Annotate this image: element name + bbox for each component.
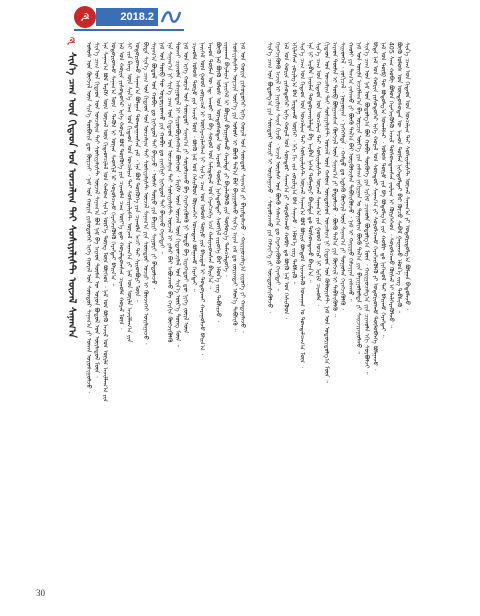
text-column: ᠪᠦᠬᠦ ᠤᠯᠤᠰ ᠤᠨ ᠦᠨᠳᠦᠰᠦᠲᠡᠨ ᠦ ᠠᠷᠠᠳ ᠲᠦᠮᠡᠨ ᠨᠢᠭᠡᠳᠦᠯᠲᠡᠢ ᠪᠡᠷ ᠬᠦᠴᠦ ᠰᠠᠪᠠᠯ ᠭᠠᠷᠭᠠᠵᠤ ᠡᠮᠦᠨ᠎ᠡ ᠵᠢᠭ ᠳᠡᠪᠰᠢᠬᠦ ᠃: [395, 42, 403, 314]
header-divider: [74, 29, 184, 31]
text-column: ᠡᠨᠡ ᠰᠠᠨᠠᠭ᠎ᠠ ᠪᠣᠯ ᠮᠠᠷᠺᠰ ᠦᠨ ᠦᠵᠡᠯ ᠦᠨ ᠬᠢᠲᠠᠳᠴᠢᠯᠠᠯ ᠤᠨ ᠬᠠᠮᠤᠭ ᠰᠢᠨ᠎ᠡ ᠦᠷ᠎ᠡ ᠳᠦᠩ ᠮᠥᠨ ᠪᠥᠭᠡᠳ ᠂ ᠨᠠᠮ ᠤᠨ ᠪᠦᠬᠦ ᠠᠵᠢᠯ ᠤᠨ ᠦᠢᠯᠡ ᠠᠵᠢᠯᠯᠠᠭ᠎ᠠ ᠶᠢᠨ: [101, 42, 109, 403]
hammer-sickle-icon: ☭: [66, 35, 76, 48]
text-column: ᠰᠢᠨ᠎ᠡ ᠴᠠᠭ ᠤᠨ ᠬᠢᠲᠠᠳ ᠤᠨ ᠣᠨᠴᠠᠯᠢᠭ ᠲᠠᠢ ᠰᠣᠰᠢᠶᠠᠯᠢᠰᠲ ᠦᠵᠡᠯ ᠰᠠᠨᠠᠭ᠎ᠠ ᠶᠢᠨ ᠭᠣᠣᠯ ᠤᠴᠢᠷ ᠨᠢ ᠡᠷᠬᠢᠮ ᠴᠢᠬᠤᠯᠠ ᠂: [314, 42, 322, 306]
text-column: ᠡᠬᠢᠯᠡᠭᠰᠡᠨ ᠵᠣᠷᠢᠯᠭ᠎ᠠ ᠪᠠᠨ ᠮᠠᠷᠲᠠᠬᠤ ᠦᠭᠡᠢ ᠂ ᠡᠬᠢ ᠬᠢ ᠵᠢᠨ ᠵᠣᠷᠢᠯᠭ᠎ᠠ ᠪᠠᠨ ᠰᠠᠨᠠᠵᠤ ᠂ ᠡᠮᠦᠨ᠎ᠡ ᠵᠢᠭ ᠳᠡᠪᠰᠢᠬᠦ ᠃: [290, 42, 298, 285]
text-column: ᠬᠡᠷᠡᠭᠵᠢᠭᠦᠯᠬᠦ ᠠᠵᠢᠯ ᠢ ᠨᠠᠷᠢᠯᠢᠭ ᠰᠠᠢᠨ ᠬᠢᠵᠦ ᠂ ᠠᠵᠢᠯ ᠦᠢᠯᠡᠰ ᠤᠨ ᠪᠦᠬᠦ ᠰᠠᠯᠠᠭ᠎ᠠ ᠳᠤ ᠬᠡᠷᠡᠭᠵᠢᠭᠦᠯᠬᠦ ᠬᠡᠷᠡᠭᠲᠡᠢ ᠃: [274, 42, 282, 292]
text-column: ᠨᠠᠮ ᠤᠨ ᠦᠢᠯᠡ ᠠᠵᠢᠯᠯᠠᠭ᠎ᠠ ᠪᠠ ᠣᠷᠴᠢᠨ ᠦᠶ᠎ᠡ ᠶᠢᠨ ᠵᠠᠰᠠᠭ ᠵᠠᠬᠢᠷᠭᠠᠨ ᠤ ᠲᠤᠭᠤᠯᠢᠭ ᠪᠦᠬᠦ ᠲᠠᠯ᠎ᠠ ᠶᠢᠨ ᠪᠠᠶᠢᠭᠤᠯᠤᠯᠲᠠ ᠶᠢ ᠰᠠᠢᠵᠢᠷᠠᠭᠤᠯᠬᠤ ᠃: [355, 42, 363, 355]
text-column: ᠰᠢᠨᠡᠳᠬᠡᠯ ᠂ ᠵᠣᠬᠢᠴᠠᠯ ᠂ ᠨᠣᠭᠤᠭᠠᠨ ᠂ ᠨᠡᠭᠡᠭᠡᠯᠲᠡ ᠂ ᠬᠠᠮᠲᠤ ᠳᠤ ᠡᠳ᠋ᠯᠡᠬᠦ ᠬᠥᠭᠵᠢᠯ ᠦᠨ ᠰᠠᠨᠠᠭ᠎ᠠ ᠶᠢ ᠲᠤᠭᠤᠯᠠᠨ ᠬᠡᠷᠡᠭᠵᠢᠭᠦᠯᠬᠦ ᠂: [338, 42, 346, 310]
text-column: ᠡᠨᠡ ᠰᠠᠨᠠᠭ᠎ᠠ ᠨᠢ ᠰᠢᠨ᠎ᠡ ᠴᠠᠭ ᠤᠨ ᠬᠢᠲᠠᠳ ᠤᠨ ᠣᠨᠴᠠᠯᠢᠭ ᠲᠠᠢ ᠰᠣᠰᠢᠶᠠᠯᠢᠰᠲ ᠦᠵᠡᠯ ᠢ ᠶᠠᠮᠠᠷ ᠪᠠᠷ ᠠᠪᠤᠴᠠᠬᠤ ᠪᠠ ᠬᠡᠷᠬᠢᠨ ᠬᠥᠭᠵᠢᠭᠦᠯᠬᠦ: [166, 42, 174, 343]
text-column: ᠨᠠᠮ ᠤᠨ ᠬᠣᠷᠢᠨ ᠶᠢᠰᠦᠳᠦᠭᠡᠷ ᠢᠬᠡ ᠬᠤᠷᠠᠯ ᠤᠨ ᠰᠦᠨᠳᠦᠷ ᠰᠠᠨᠠᠭ᠎ᠠ ᠶᠢ ᠰᠤᠷᠤᠯᠴᠠᠬᠤ ᠬᠤᠪᠢ ᠳᠤ ᠪᠦᠬᠦ ᠨᠠᠮ ᠤᠨ ᠭᠡᠰᠢᠭᠦᠳ ᠂: [282, 42, 290, 320]
text-column: ᠠᠷᠠᠳ ᠲᠦᠮᠡᠨ ᠢ ᠲᠥᠪ ᠪᠣᠯᠭᠠᠭᠰᠠᠨ ᠬᠥᠭᠵᠢᠯ ᠦᠨ ᠰᠠᠨᠠᠭ᠎ᠠ ᠶᠢ ᠪᠠᠲᠤᠯᠠᠵᠤ ᠂ ᠪᠦᠬᠦ ᠲᠠᠯ᠎ᠠ ᠶᠢᠨ ᠬᠥᠭᠵᠢᠯ ᠢ ᠳᠡᠪᠰᠢᠭᠦᠯᠬᠦ ᠃: [330, 42, 338, 318]
text-column: ᠲᠤᠬᠠᠢ ᠴᠢᠬᠤᠯᠠ ᠠᠰᠠᠭᠤᠳᠠᠯ ᠢ ᠰᠢᠢᠳᠪᠦᠷᠢᠯᠡᠭᠰᠡᠨ ᠪᠥᠭᠡᠳ ᠂ ᠮᠠᠷᠺᠰ ᠦᠨ ᠦᠵᠡᠯ ᠦᠨ ᠬᠢᠲᠠᠳᠴᠢᠯᠠᠯ ᠤᠨ ᠰᠢᠨ᠎ᠡ ᠦᠷ᠎ᠡ ᠳᠦᠩ ᠮᠥᠨ ᠃: [174, 42, 182, 348]
text-column: ᠪᠦᠬᠦ ᠨᠠᠮ ᠪᠦᠬᠦ ᠤᠯᠤᠰ ᠤᠨ ᠦᠨᠳᠦᠰᠦᠲᠡᠨ ᠦ ᠠᠷᠠᠳ ᠲᠦᠮᠡᠨ ᠨᠢᠭᠡᠳᠦᠯᠲᠡᠢ ᠰᠡᠳᠬᠢᠯ ᠵᠢᠷᠦᠬᠡ ᠪᠡᠷ ᠡᠮᠦᠨ᠎ᠡ ᠵᠢᠭ ᠳᠡᠪᠰᠢᠵᠦ ᠂: [214, 42, 222, 322]
page-number: 30: [36, 588, 45, 598]
text-column: ᠰᠢᠨ᠎ᠡ ᠴᠠᠭ ᠤᠨ ᠨᠠᠮ ᠤᠨ ᠪᠣᠳᠤᠯᠭ᠎ᠠ ᠪᠣᠯ ᠬᠤᠪᠢ ᠲᠦᠭᠦᠬᠡ ᠶᠢᠨ ᠡᠷᠬᠢᠮ ᠴᠢᠬᠤᠯᠠ ᠪᠣᠳᠤᠯᠭ᠎ᠠ ᠮᠥᠨ ᠂ ᠬᠠᠷᠢᠭᠤᠴᠠᠯᠭ᠎ᠠ ᠶᠢᠨ ᠴᠢᠬᠤᠯᠠ ᠡᠬᠢ ᠰᠤᠷᠪᠤᠯᠵᠢ ᠃: [363, 42, 371, 375]
text-column: ᠰᠢᠨ᠎ᠡ ᠴᠠᠭ ᠤᠨ ᠪᠣᠳᠤᠯᠭ᠎ᠠ ᠶᠢᠨ ᠰᠦᠨᠳᠦᠷ ᠤᠴᠢᠷ ᠢ ᠣᠢᠯᠠᠭᠠᠵᠤ ᠂ ᠰᠤᠷᠤᠯᠴᠠᠬᠤ ᠶᠢᠨ ᠬᠡᠮᠵᠢᠶ᠎ᠡ ᠶᠢ ᠥᠨᠳᠥᠷᠰᠢᠭᠦᠯᠵᠦ ᠂: [266, 42, 274, 313]
party-emblem-icon: ☭: [74, 6, 96, 28]
article-title-column: [62, 36, 80, 436]
text-column: ᠴᠢᠬᠤᠯᠠ ᠤᠯᠤᠰ ᠲᠥᠷᠦ ᠶᠢᠨ ᠠᠵᠢᠯ ᠮᠥᠨ ᠂ ᠪᠦᠬᠦ ᠨᠠᠮ ᠤᠨ ᠭᠡᠰᠢᠭᠦᠳ ᠭᠦᠨᠵᠡᠭᠡᠢ ᠤᠬᠠᠳᠠᠭ ᠪᠣᠯᠭᠠᠬᠤ ᠬᠡᠷᠡᠭᠲᠡᠢ ᠃: [190, 42, 198, 292]
text-column: ᠰᠢ ᠵᠢᠨ ᠫᠢᠩ ᠦᠨ ᠰᠢᠨ᠎ᠡ ᠴᠠᠭ ᠤᠨ ᠬᠢᠲᠠᠳ ᠤᠨ ᠣᠨᠴᠠᠯᠢᠭ ᠲᠠᠢ ᠰᠣᠰᠢᠶᠠᠯᠢᠰᠲ ᠦᠵᠡᠯ ᠰᠠᠨᠠᠭ᠎ᠠ ᠶᠢ ᠨᠠᠮ ᠤᠨ ᠦᠢᠯᠡ ᠠᠵᠢᠯᠯᠠᠭ᠎ᠠ ᠶᠢᠨ: [125, 42, 133, 343]
magazine-mark-icon: [160, 8, 182, 26]
text-column: ᠨᠠᠮ ᠤᠨ ᠲᠥᠪ ᠲᠦ ᠪᠣᠳᠤᠯᠭ᠎ᠠ ᠤᠬᠠᠮᠰᠠᠷ ᠂ ᠤᠯᠤᠰ ᠲᠥᠷᠦ ᠶᠢᠨ ᠪᠠ ᠪᠣᠳᠤᠯᠭ᠎ᠠ ᠶᠢᠨ ᠬᠤᠪᠢ ᠳᠤ ᠨᠢᠭᠡᠳᠦᠯ ᠲᠠᠢ ᠪᠠᠢᠬᠤ ᠬᠡᠷᠡᠭᠲᠡᠢ ᠃: [379, 42, 387, 338]
text-column: ᠤᠳᠤᠷᠢᠳᠬᠤ ᠰᠠᠨᠠᠭ᠎ᠠ ᠪᠣᠯᠭᠠᠨ ᠲᠣᠭᠲᠠᠭᠠᠭᠰᠠᠨ ᠶᠠᠮ ᠂ ᠡᠨᠡ ᠪᠣᠯ ᠲᠦᠭᠦᠬᠡ ᠶᠢᠨ ᠴᠢᠬᠤᠯᠠ ᠠᠴᠢ ᠲᠠᠢ ᠰᠢᠢᠳᠪᠦᠷᠢ ᠮᠥᠨ ᠃: [133, 42, 141, 303]
text-column: ᠨᠠᠮ ᠤᠨ ᠢᠬᠡ ᠬᠤᠷᠠᠯ ᠤᠨ ᠰᠦᠨᠳᠦᠷ ᠰᠠᠨᠠᠭ᠎ᠠ ᠶᠢ ᠰᠤᠷᠤᠯᠴᠠᠬᠤ ᠪᠠ ᠬᠡᠷᠡᠭᠵᠢᠭᠦᠯᠬᠦ ᠨᠢ ᠣᠳᠣ ᠪᠠ ᠢᠷᠡᠭᠡᠳᠦᠢ ᠳᠦ ᠨᠢᠭᠡ ᠵᠦᠢᠯ ᠦᠨ: [182, 42, 190, 334]
text-column: ᠪᠢᠳᠡ ᠨᠠᠮ ᠤᠨ ᠬᠣᠷᠢᠨ ᠶᠢᠰᠦᠳᠦᠭᠡᠷ ᠢᠬᠡ ᠬᠤᠷᠠᠯ ᠤᠨ ᠰᠦᠨᠳᠦᠷ ᠰᠠᠨᠠᠭ᠎ᠠ ᠶᠢ ᠰᠤᠷᠤᠯᠴᠠᠬᠤ ᠬᠡᠷᠡᠭᠵᠢᠭᠦᠯᠬᠦ ᠶᠢ ᠤᠳᠤᠷᠢᠳᠬᠤ ᠲᠥᠯᠥᠪᠯᠡᠭᠡ ᠪᠣᠯᠭᠠᠵᠤ ᠂: [371, 42, 379, 371]
left-text-block: [84, 42, 260, 577]
text-column: ᠠᠷᠠᠳ ᠲᠦᠮᠡᠨ ᠦ ᠡᠳ᠋ ᠠᠬᠤᠢ ᠶᠢᠨ ᠪᠠ ᠰᠣᠶᠤᠯ ᠤᠨ ᠠᠮᠢᠳᠤᠷᠠᠯ ᠤᠨ ᠬᠡᠷᠡᠭᠴᠡᠭᠡ ᠡᠴᠡ ᠬᠠᠮᠢᠶᠠᠷᠤᠭᠰᠠᠨ ᠪᠠᠢᠨ᠎ᠠ ᠃: [206, 42, 214, 290]
text-column: ᠰᠢᠨ᠎ᠡ ᠴᠠᠭ ᠤᠨ ᠬᠢᠲᠠᠳ ᠤᠨ ᠣᠨᠴᠠᠯᠢᠭ ᠲᠠᠢ ᠰᠣᠰᠢᠶᠠᠯᠢᠰᠲ ᠦᠵᠡᠯ ᠰᠠᠨᠠᠭ᠎ᠠ ᠪᠣᠯ ᠪᠦᠷᠢᠨ ᠪᠦᠲᠦᠨ ᠰᠢᠨᠵᠢᠯᠡᠬᠦ ᠤᠬᠠᠭᠠᠨ ᠤ ᠲᠣᠭᠲᠠᠯᠴᠠᠭ᠎ᠠ ᠮᠥᠨ ᠂: [298, 42, 306, 368]
text-column: ᠨᠠᠮ ᠤᠨ ᠬᠣᠷᠢᠨ ᠶᠢᠰᠦᠳᠦᠭᠡᠷ ᠢᠬᠡ ᠬᠤᠷᠠᠯ ᠤᠨ ᠰᠦᠨᠳᠦᠷ ᠰᠠᠨᠠᠭ᠎ᠠ ᠶᠢ ᠪᠠᠷᠢᠮᠲᠠᠯᠠᠵᠤ ᠂ ᠬᠠᠷᠢᠭᠤᠴᠠᠯᠭ᠎ᠠ ᠵᠢᠷᠦᠬᠡ ᠶᠢ ᠬᠠᠳᠠᠭᠠᠯᠠᠵᠤ ᠂: [238, 42, 246, 333]
text-column: ᠬᠠᠤᠯᠢ ᠶᠢᠨ ᠳᠠᠭ᠎ᠠ ᠵᠠᠰᠠᠬᠤ ᠶᠢ ᠪᠦᠬᠦ ᠲᠠᠯ᠎ᠠ ᠪᠡᠷ ᠦᠷᠭᠦᠯᠵᠢᠯᠡᠨ ᠳᠡᠪᠰᠢᠭᠦᠯᠵᠦ ᠂ ᠨᠠᠮ ᠢ ᠬᠠᠷᠢᠭᠤ ᠬᠡᠮᠵᠢᠶᠡᠨ ᠵᠠᠰᠠᠬᠤ ᠃: [347, 42, 355, 302]
text-column: 405 ᠰᠠᠭ ᠬᠤᠪᠢ ᠪᠣᠯᠤᠨ ᠬᠡᠷᠡᠭᠵᠢᠭᠦᠯᠬᠦ ᠠᠵᠢᠯ ᠲᠤᠰᠤᠭᠳᠠᠭᠰᠠᠨ ᠵᠠᠷᠯᠢᠭ ᠢ ᠬᠦᠷᠭᠡᠭᠡᠳ ᠂ ᠰᠤᠷᠤᠯᠴᠠᠬᠤ ᠬᠦᠰᠡᠯ ᠢ ᠲᠡᠯᠭᠡᠷᠡᠭᠦᠯᠵᠦ ᠃: [387, 42, 395, 329]
text-column: ᠰᠢᠨ᠎ᠡ ᠴᠠᠭ ᠤᠨ ᠬᠢᠲᠠᠳ ᠤᠨ ᠣᠨᠴᠠᠯᠢᠭ ᠲᠠᠢ ᠰᠣᠰᠢᠶᠠᠯᠢᠰᠲ ᠦᠵᠡᠯ ᠰᠠᠨᠠᠭ᠎ᠠ ᠪᠣᠯ ᠨᠠᠮ ᠪᠠ ᠠᠷᠠᠳ ᠲᠦᠮᠡᠨ ᠦ ᠣᠶᠤᠨ ᠪᠣᠳᠤᠯ ᠤᠨ ᠦᠢᠯᠡᠳᠦᠯ ᠮᠥᠨ ᠂: [93, 42, 101, 378]
text-column: ᠪᠢᠳᠡ ᠰᠢᠨ᠎ᠡ ᠴᠠᠭ ᠤᠨ ᠬᠢᠲᠠᠳ ᠤᠨ ᠣᠨᠴᠠᠯᠢᠭ ᠲᠠᠢ ᠰᠣᠰᠢᠶᠠᠯᠢᠰᠲ ᠦᠵᠡᠯ ᠰᠠᠨᠠᠭ᠎ᠠ ᠶᠢᠨ ᠰᠦᠨᠳᠦᠷ ᠤᠴᠢᠷ ᠢ ᠭᠦᠨᠵᠡᠭᠡᠢ ᠣᠢᠯᠠᠭᠠᠵᠤ ᠂: [141, 42, 149, 345]
right-text-block: [265, 42, 425, 577]
text-column: ᠵᠢᠭᠠᠬᠠᠨ ᠪᠠᠶᠠᠯᠢᠭ ᠨᠡᠶᠢᠭᠡᠮ ᠢ ᠪᠦᠷᠢᠨ ᠪᠠᠶᠢᠭᠤᠯᠬᠤ ᠬᠠᠷᠠᠯᠲᠠ ᠶᠢ ᠪᠡᠶᠡᠯᠡᠭᠦᠯᠬᠦ ᠶᠢᠨ ᠲᠥᠯᠥᠭ᠎ᠡ ᠲᠡᠮᠡᠴᠡᠯᠳᠦᠭᠡ ᠂: [222, 42, 230, 277]
text-column: ᠨᠠᠮ ᠤᠨ ᠬᠣᠷᠢᠨ ᠶᠢᠰᠦᠳᠦᠭᠡᠷ ᠢᠬᠡ ᠬᠤᠷᠠᠯ ᠪᠣᠯ ᠲᠦᠭᠦᠬᠡ ᠶᠢᠨ ᠴᠢᠬᠤᠯᠠ ᠴᠠᠭ ᠦᠶ᠎ᠡ ᠳᠦ ᠬᠤᠷᠠᠯᠳᠤᠭᠰᠠᠨ ᠴᠢᠬᠤᠯᠠ ᠬᠤᠷᠠᠯ ᠮᠥᠨ ᠂: [117, 42, 125, 330]
issue-label: 2018.2: [96, 8, 158, 26]
text-column: ᠨᠡᠢᠭᠡᠮ ᠦᠨ ᠭᠣᠣᠯ ᠵᠥᠷᠢᠴᠡᠯ ᠢ ᠥᠭᠡᠷᠡᠴᠢᠯᠡᠭᠰᠡᠨ ᠨᠢ ᠰᠢᠨ᠎ᠡ ᠴᠠᠭ ᠤᠨ ᠤᠯᠤᠰ ᠲᠥᠷᠦ ᠶᠢᠨ ᠪᠠᠢᠳᠠᠯ ᠢ ᠲᠣᠳᠤᠷᠬᠠᠢ ᠬᠠᠷᠠᠭᠤᠯᠵᠤ ᠪᠠᠢᠨ᠎ᠠ ᠂: [198, 42, 206, 356]
text-column: ᠨᠠᠮ ᠤᠨ ᠲᠥᠪ ᠲᠦ ᠤᠳᠤᠷᠢᠳᠬᠤ ᠶᠢᠨ ᠬᠤᠪᠢ ᠳᠤ ᠵᠢᠩᠬᠢᠨᠢ ᠨᠢᠭᠡᠳᠦᠯ ᠲᠠᠢ ᠪᠠᠢᠬᠤ ᠬᠡᠷᠡᠭᠲᠡᠢ ᠃: [157, 42, 165, 255]
text-column: ᠤᠯᠤᠰ ᠤᠨ ᠬᠥᠭᠵᠢᠯ ᠦᠨ ᠰᠢᠨ᠎ᠡ ᠲᠦᠪᠰᠢᠨ ᠳᠦ ᠬᠦᠷᠴᠡᠢ ᠂ ᠨᠠᠮ ᠤᠨ ᠬᠣᠷᠢᠨ ᠶᠢᠰᠦᠳᠦᠭᠡᠷ ᠢᠬᠡ ᠬᠤᠷᠠᠯ ᠤᠨ ᠰᠦᠨᠳᠦᠷ ᠰᠠᠨᠠᠭ᠎ᠠ ᠶᠢ ᠤᠬᠠᠨ ᠤᠷᠤᠰᠢᠭᠤᠯᠵᠤ ᠂: [85, 42, 93, 394]
text-column: ᠬᠢᠲᠠᠳ ᠤᠨ ᠣᠨᠴᠠᠯᠢᠭ ᠲᠠᠢ ᠰᠣᠰᠢᠶᠠᠯᠢᠰᠲ ᠦᠵᠡᠯ ᠦᠨ ᠬᠠᠮᠤᠭ ᠦᠨᠳᠦᠰᠦᠨ ᠣᠨᠴᠠᠯᠢᠭ ᠨᠢ ᠬᠢᠲᠠᠳ ᠤᠨ ᠺᠣᠮᠮᠦᠨᠢᠰᠲ ᠨᠠᠮ ᠤᠨ ᠤᠳᠤᠷᠢᠳᠤᠯᠭ᠎ᠠ ᠮᠥᠨ ᠃: [322, 42, 330, 384]
text-column: ᠡᠨᠡ ᠨᠢ ᠠᠷᠪᠠᠨ ᠨᠠᠢᠮᠠᠨ ᠲᠣᠳᠤᠷᠬᠠᠢᠯᠠᠯᠲᠠ ᠪᠠ ᠠᠷᠪᠠᠨ ᠨᠡᠭᠡᠨ ᠲᠤᠯᠭᠤᠷᠢ ᠪᠠᠷᠢᠮᠲᠠ ᠳᠤ ᠲᠤᠰᠤᠭᠳᠠᠵᠤ ᠪᠠᠢᠨ᠎ᠠ ᠃: [306, 42, 314, 283]
text-column: ᠰᠢᠨ᠎ᠡ ᠴᠠᠭ ᠤᠨ ᠬᠢᠲᠠᠳ ᠤᠨ ᠣᠨᠴᠠᠯᠢᠭ ᠲᠠᠢ ᠰᠣᠰᠢᠶᠠᠯᠢᠰᠲ ᠦᠵᠡᠯ ᠰᠠᠨᠠᠭ᠎ᠠ ᠶᠢ ᠤᠳᠤᠷᠢᠳᠤᠯᠭ᠎ᠠ ᠪᠣᠯᠭᠠᠨ ᠪᠠᠲᠤᠯᠠᠵᠤ ᠂: [403, 42, 411, 310]
article-title: ᠰᠢᠨ᠎ᠡ ᠴᠠᠭ ᠦᠨ ᠬᠢᠲᠠᠳ ᠤᠨ ᠣᠨᠴᠠᠯᠢᠭ ᠲᠠᠢ ᠰᠣᠰᠢᠶᠠᠯᠢᠰᠲ ᠦᠵᠡᠯ ᠰᠠᠨᠠᠭ᠎ᠠ: [66, 52, 77, 339]
text-column: ᠰᠠᠨᠠᠭ᠎ᠠ ᠪᠣᠳᠤᠯ ᠤᠨ ᠬᠤᠪᠢ ᠳᠤ ᠨᠢᠭᠡᠳᠦᠯ ᠲᠠᠢ ᠪᠠᠢᠵᠤ ᠂ ᠤᠯᠠᠰ ᠲᠦᠷᠦ ᠶᠢᠨ ᠪᠠᠢᠷᠢ ᠰᠠᠭᠤᠷᠢ ᠶᠢ ᠪᠠᠲᠤᠯᠠᠵᠤ ᠂: [149, 42, 157, 290]
text-column: ᠰᠣᠰᠢᠶᠠᠯᠢᠰᠲ ᠣᠷᠴᠢᠨ ᠦᠶ᠎ᠡ ᠶᠢᠨ ᠤᠯᠤᠰ ᠢ ᠪᠦᠬᠦ ᠲᠠᠯ᠎ᠠ ᠪᠡᠷ ᠪᠠᠶᠢᠭᠤᠯᠬᠤ ᠰᠢᠨ᠎ᠡ ᠠᠶᠠᠨ ᠵᠠᠮ ᠳᠤ ᠵᠣᠷᠢᠭᠲᠠᠢ ᠡᠮᠦᠨ᠎ᠡ ᠳᠡᠪᠰᠢᠬᠦ ᠃: [230, 42, 238, 332]
text-column: ᠤᠳᠤᠷᠢᠳᠬᠤ ᠰᠠᠨᠠᠭ᠎ᠠ ᠮᠥᠨ ᠂ ᠲᠡᠭᠦᠨ ᠢ ᠦᠨᠡᠨ ᠰᠡᠳᠬᠢᠯ ᠡᠷ ᠰᠤᠷᠤᠯᠴᠠᠵᠤ ᠬᠡᠷᠡᠭᠵᠢᠭᠦᠯᠬᠦ ᠬᠡᠷᠡᠭᠲᠡᠢ ᠪᠠᠢᠨ᠎ᠠ ᠃: [109, 42, 117, 287]
